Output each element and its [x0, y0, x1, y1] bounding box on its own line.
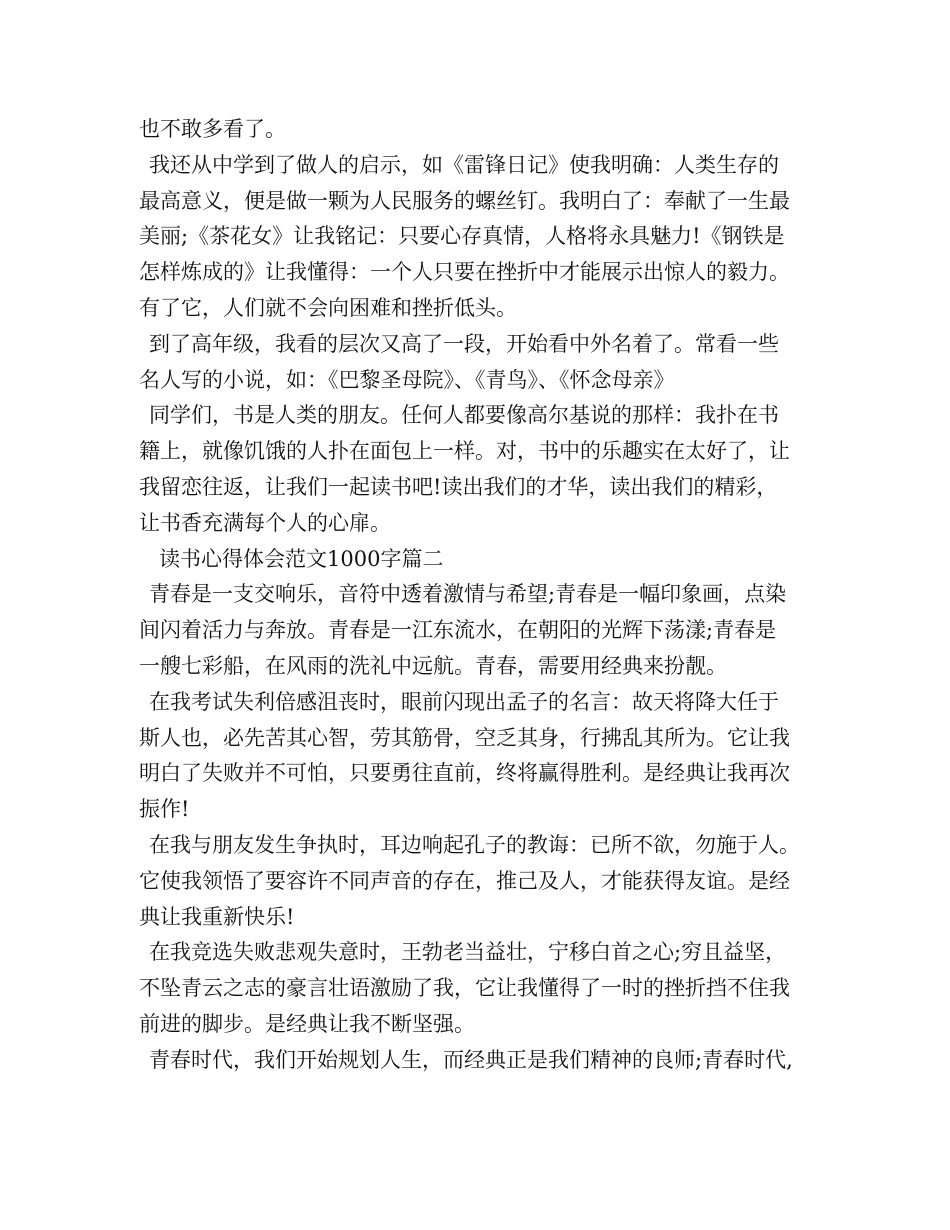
text-line: 我还从中学到了做人的启示，如《雷锋日记》使我明确：人类生存的 — [149, 152, 779, 177]
text-line: 到了高年级，我看的层次又高了一段，开始看中外名着了。常看一些 — [149, 331, 779, 356]
text-line: 典让我重新快乐! — [139, 904, 295, 929]
section-heading: 读书心得体会范文1000字篇二 — [159, 546, 444, 571]
text-line: 在我竞选失败悲观失意时，王勃老当益壮，宁移白首之心;穷且益坚， — [149, 940, 787, 965]
text-line: 青春是一支交响乐，音符中透着激情与希望;青春是一幅印象画，点染 — [149, 582, 787, 607]
text-line: 让书香充满每个人的心扉。 — [139, 510, 391, 535]
text-line: 最高意义，便是做一颗为人民服务的螺丝钉。我明白了：奉献了一生最 — [139, 188, 790, 213]
text-line: 不坠青云之志的豪言壮语激励了我，它让我懂得了一时的挫折挡不住我 — [139, 976, 790, 1001]
text-line: 斯人也，必先苦其心智，劳其筋骨，空乏其身，行拂乱其所为。它让我 — [139, 725, 790, 750]
text-line: 一艘七彩船，在风雨的洗礼中远航。青春，需要用经典来扮靓。 — [139, 653, 727, 678]
text-line: 青春时代，我们开始规划人生，而经典正是我们精神的良师;青春时代, — [149, 1047, 793, 1072]
text-line: 间闪着活力与奔放。青春是一江东流水，在朝阳的光辉下荡漾;青春是 — [139, 618, 777, 643]
text-line: 名人写的小说，如：《巴黎圣母院》、《青鸟》、《怀念母亲》 — [139, 367, 675, 392]
text-line: 明白了失败并不可怕，只要勇往直前，终将赢得胜利。是经典让我再次 — [139, 761, 790, 786]
document-body — [139, 112, 839, 1079]
text-line: 有了它，人们就不会向困难和挫折低头。 — [139, 295, 517, 320]
text-line: 在我考试失利倍感沮丧时，眼前闪现出孟子的名言：故天将降大任于 — [149, 689, 779, 714]
text-line: 也不敢多看了。 — [139, 117, 286, 141]
text-line: 在我与朋友发生争执时，耳边响起孔子的教诲：已所不欲，勿施于人。 — [149, 832, 800, 857]
text-line: 前进的脚步。是经典让我不断坚强。 — [139, 1011, 475, 1036]
text-line: 它使我领悟了要容许不同声音的存在，推己及人，才能获得友谊。是经 — [139, 868, 790, 893]
text-line: 怎样炼成的》让我懂得：一个人只要在挫折中才能展示出惊人的毅力。 — [139, 260, 790, 285]
text-line: 籍上，就像饥饿的人扑在面包上一样。对，书中的乐趣实在太好了，让 — [139, 439, 790, 464]
text-line: 振作! — [139, 797, 190, 822]
text-line: 我留恋往返，让我们一起读书吧!读出我们的才华，读出我们的精彩， — [139, 474, 778, 499]
text-line: 同学们，书是人类的朋友。任何人都要像高尔基说的那样：我扑在书 — [149, 403, 779, 428]
text-line: 美丽;《茶花女》让我铭记：只要心存真情，人格将永具魅力!《钢铁是 — [139, 224, 785, 249]
